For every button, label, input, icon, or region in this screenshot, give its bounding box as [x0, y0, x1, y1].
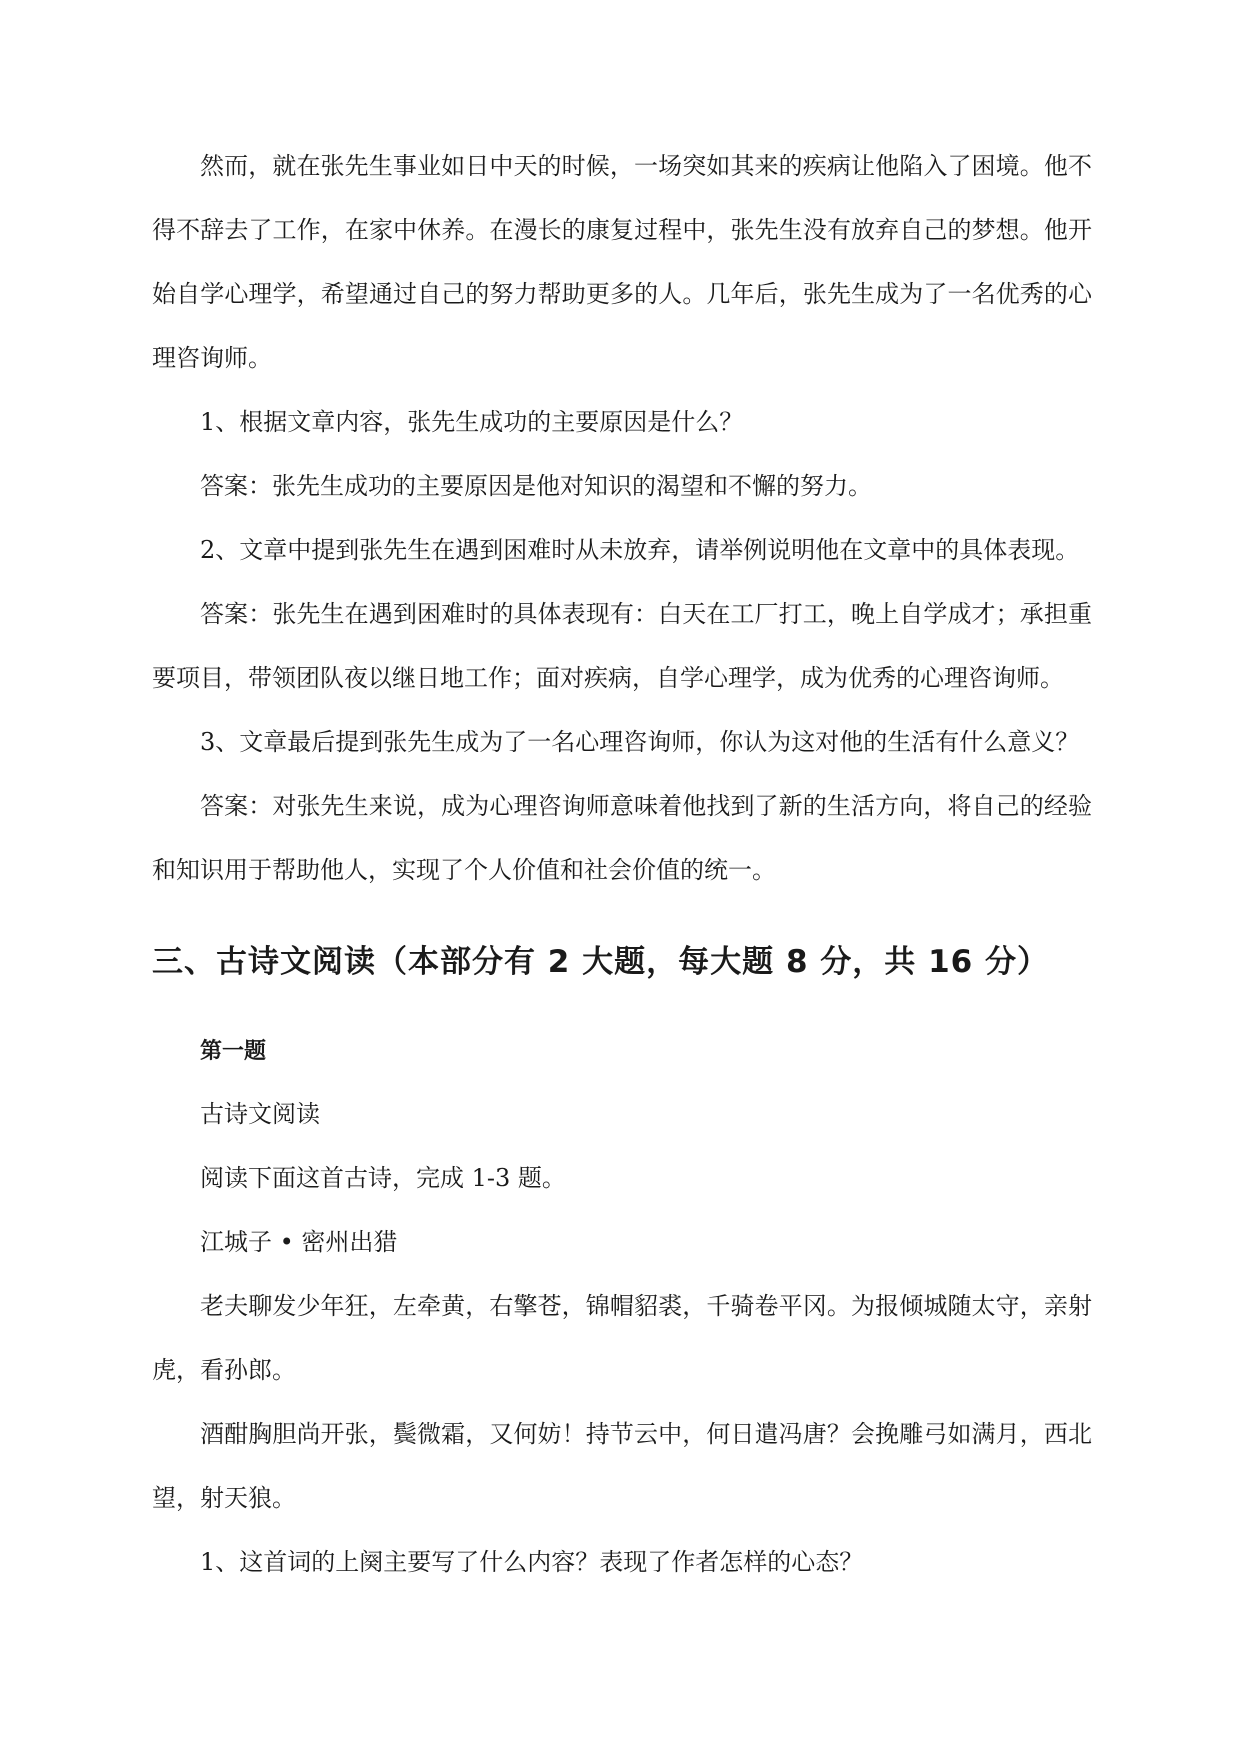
- part-title: 第一题: [200, 1039, 267, 1064]
- answer-2: 答案：张先生在遇到困难时的具体表现有：白天在工厂打工，晚上自学成才；承担重要项目，带领团队夜以继日地工作；面对疾病，自学心理学，成为优秀的心理咨询师。: [152, 600, 1092, 692]
- poem-stanza-1: 老夫聊发少年狂，左牵黄，右擎苍，锦帽貂裘，千骑卷平冈。为报倾城随太守，亲射虎，看孙郎。: [152, 1292, 1092, 1384]
- answer-1: 答案：张先生成功的主要原因是他对知识的渴望和不懈的努力。: [200, 472, 872, 500]
- passage-paragraph: 然而，就在张先生事业如日中天的时候，一场突如其来的疾病让他陷入了困境。他不得不辞去了工作，在家中休养。在漫长的康复过程中，张先生没有放弃自己的梦想。他开始自学心理学，希望通过自己的努力帮助更多的人。几年后，张先生成为了一名优秀的心理咨询师。: [152, 152, 1092, 372]
- question-1: 1、根据文章内容，张先生成功的主要原因是什么？: [200, 408, 744, 436]
- section-heading: 三、古诗文阅读（本部分有 2 大题，每大题 8 分，共 16 分）: [152, 944, 1050, 980]
- question-2: 2、文章中提到张先生在遇到困难时从未放弃，请举例说明他在文章中的具体表现。: [200, 536, 1080, 564]
- poem-stanza-2: 酒酣胸胆尚开张，鬓微霜，又何妨！持节云中，何日遣冯唐？会挽雕弓如满月，西北望，射天狼。: [152, 1420, 1092, 1512]
- instruction-text: 阅读下面这首古诗，完成 1-3 题。: [200, 1164, 566, 1192]
- poem-question-1: 1、这首词的上阕主要写了什么内容？表现了作者怎样的心态？: [200, 1548, 864, 1576]
- category-label: 古诗文阅读: [200, 1100, 320, 1128]
- answer-3: 答案：对张先生来说，成为心理咨询师意味着他找到了新的生活方向，将自己的经验和知识用于帮助他人，实现了个人价值和社会价值的统一。: [152, 792, 1092, 884]
- poem-title: 江城子 • 密州出猎: [200, 1228, 398, 1256]
- question-3: 3、文章最后提到张先生成为了一名心理咨询师，你认为这对他的生活有什么意义？: [200, 728, 1080, 756]
